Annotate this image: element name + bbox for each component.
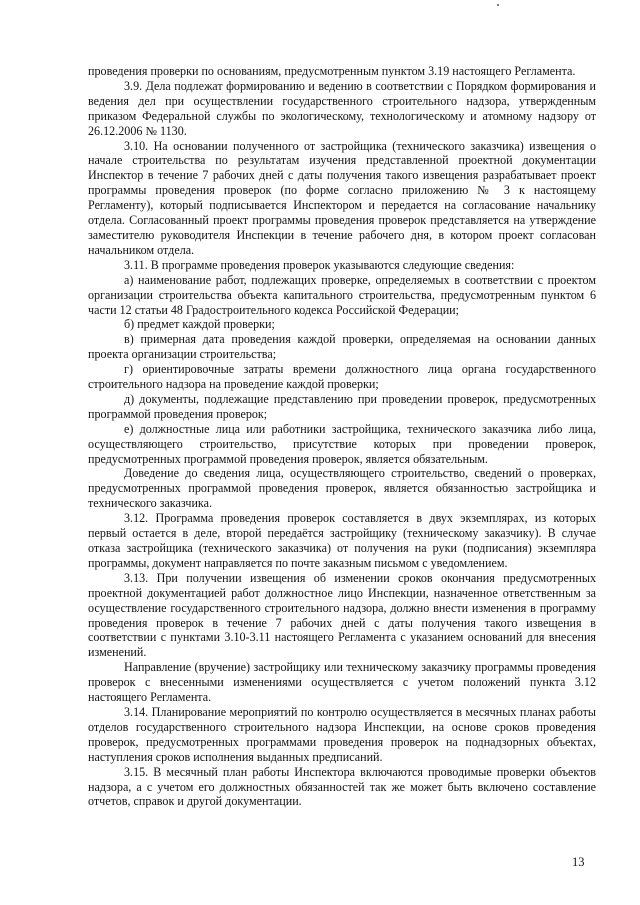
paragraph-3-12: 3.12. Программа проведения проверок составляется в двух экземплярах, из которых первый остается в деле, второй передаётся застройщику (техническому заказчику). В случае отказа застройщика (технического заказчика) от получения на руки (подписания) экземпляра программы, документ направляется по почте заказным письмом с уведомлением.: [88, 511, 596, 570]
list-item-d: д) документы, подлежащие представлению при проведении проверок, предусмотренных программой проведения проверок;: [88, 391, 596, 421]
document-body: [88, 64, 596, 809]
paragraph-3-11: 3.11. В программе проведения проверок указываются следующие сведения:: [124, 257, 515, 272]
paragraph-continuation: проведения проверки по основаниям, предусмотренным пунктом 3.19 настоящего Регламента.: [88, 64, 576, 78]
paragraph-3-15: 3.15. В месячный план работы Инспектора включаются проводимые проверки объектов надзора, а с учетом его должностных обязанностей так же может быть включено составление отчетов, справок и другой документации.: [88, 764, 596, 809]
paragraph-delivery: Направление (вручение) застройщику или техническому заказчику программы проведения проверок с внесенными изменениями осуществляется с учетом положений пункта 3.12 настоящего Регламента.: [88, 660, 596, 705]
list-item-v: в) примерная дата проведения каждой проверки, определяемая на основании данных проекта организации строительства;: [88, 332, 596, 362]
page-number: 13: [572, 855, 585, 869]
list-item-b: б) предмет каждой проверки;: [124, 317, 275, 332]
list-item-g: г) ориентировочные затраты времени должностного лица органа государственного строительного надзора на проведение каждой проверки;: [88, 362, 596, 392]
paragraph-3-13: 3.13. При получении извещения об изменении сроков окончания предусмотренных проектной документацией работ должностное лицо Инспекции, назначенное ответственным за осуществление государственного строительного надзора, должно внести изменения в программу проведения проверок в течение 7 рабочих дней с даты получения такого извещения в соответствии с пунктами 3.10-3.11 настоящего Регламента с указанием оснований для внесения изменений.: [88, 570, 596, 660]
paragraph-3-9: 3.9. Дела подлежат формированию и ведению в соответствии с Порядком формирования и ведения дел при осуществлении государственного строительного надзора, утвержденным приказом Федеральной службы по экологическому, технологическому и атомному надзору от 26.12.2006 № 1130.: [88, 78, 596, 138]
scan-speck: [497, 4, 499, 6]
paragraph-3-14: 3.14. Планирование мероприятий по контролю осуществляется в месячных планах работы отделов государственного строительного надзора Инспекции, на основе сроков проведения проверок, предусмотренных программами проведения проверок на поднадзорных объектах, наступления сроков исполнения выданных предписаний.: [88, 704, 596, 764]
list-item-a: а) наименование работ, подлежащих проверке, определяемых в соответствии с проектом организации строительства объекта капитального строительства, предусмотренным пунктом 6 части 12 статьи 48 Градостроительного кодекса Российской Федерации;: [88, 272, 596, 317]
paragraph-notification: Доведение до сведения лица, осуществляющего строительство, сведений о проверках, предусмотренных программой проведения проверок, является обязанностью застройщика и технического заказчика.: [88, 466, 596, 511]
list-item-e: е) должностные лица или работники застройщика, технического заказчика либо лица, осуществляющего строительство, присутствие которых при проведении проверок, предусмотренных программой проведения проверок, является обязательным.: [88, 421, 596, 466]
paragraph-3-10: 3.10. На основании полученного от застройщика (технического заказчика) извещения о начале строительства по результатам изучения представленной проектной документации Инспектор в течение 7 рабочих дней с даты получения такого извещения разрабатывает проект программы проведения проверок (по форме согласно приложению № 3 к настоящему Регламенту), который подписывается Инспектором и передается на согласование начальнику отдела. Согласованный проект программы проведения проверок представляется на утверждение заместителю руководителя Инспекции в течение рабочего дня, в котором проект согласован начальником отдела.: [88, 138, 596, 257]
